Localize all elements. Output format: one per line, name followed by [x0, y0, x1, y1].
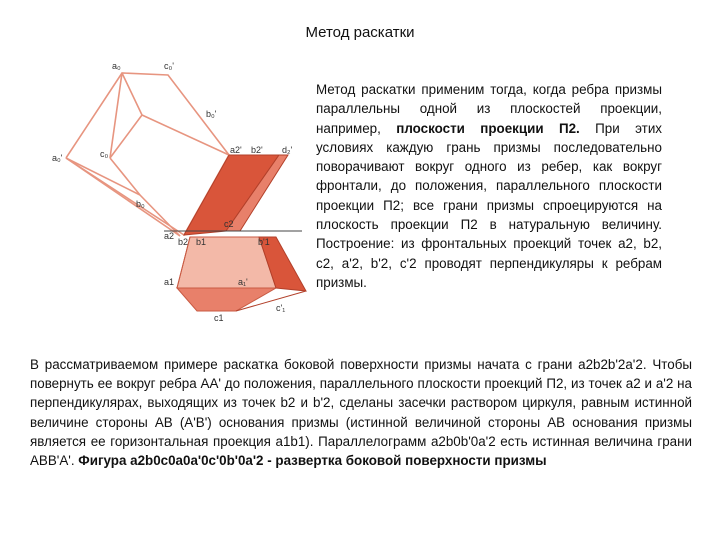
prism-top-view-bottom — [177, 288, 276, 311]
label-a1p: a₁' — [238, 277, 248, 287]
right-paragraph-rest: При этих условиях каждую грань призмы последовательно поворачивают вокруг одного из ребер, как вокруг фронтали, до положения, параллельного плоскости проекции П2; все грани призмы спроецируются на плоскость проекции П2 в натуральную величину. Построение: из фронтальных проекций точек a2, b2, c2, a'2, b'2, c'2 проводят перпендикуляры к ребрам призмы. — [316, 120, 662, 290]
label-b2: b2 — [178, 237, 189, 247]
label-c1p: c'₁ — [276, 303, 286, 313]
label-a0: a₀ — [112, 61, 121, 71]
page-title: Метод раскатки — [305, 24, 415, 41]
label-c1: c1 — [214, 313, 224, 323]
outline-inner-3 — [110, 158, 180, 236]
outline-mid — [66, 158, 180, 236]
label-a1: a1 — [164, 277, 175, 287]
right-paragraph-start: Метод раскатки применим тогда, когда ребра призмы параллельны одной из плоскостей проекции, например, — [316, 82, 662, 136]
label-d2p: d₂' — [282, 145, 293, 155]
label-b1p: b'1 — [258, 237, 270, 247]
label-a0p: a₀' — [52, 153, 63, 163]
right-paragraph — [316, 80, 662, 292]
label-c0p: c₀' — [164, 61, 174, 71]
bottom-paragraph — [30, 355, 692, 470]
bottom-paragraph-bold: Фигура a2b0c0a0a'0c'0b'0a'2 - развертка боковой поверхности призмы — [78, 453, 547, 469]
prism-development-figure — [44, 55, 314, 325]
label-c2: c2 — [224, 219, 234, 229]
label-b0p: b₀' — [206, 109, 217, 119]
label-c0: c₀ — [100, 149, 109, 159]
label-a2p: a2' — [230, 145, 242, 155]
right-paragraph-bold: плоскости проекции П2. — [396, 120, 580, 136]
label-b0: b₀ — [136, 199, 145, 209]
bottom-paragraph-text: В рассматриваемом примере раскатка боковой поверхности призмы начата с грани a2b2b'2a'2. Чтобы повернуть ее вокруг ребра AA' до положения, параллельного плоскости проекций П2, из точек a2 и a'2 на перпендикулярах, выходящих из точек b2 и b'2, сделаны засечки раствором циркуля, равным истинной величине стороны AB (A'B') основания призмы (истинной величиной стороны AB основания призмы является ее горизонтальная проекция a1b1). Параллелограмм a2b0b'0a'2 есть истинная величина грани ABB'A'. — [30, 357, 692, 469]
label-b1: b1 — [196, 237, 207, 247]
label-b2p: b2' — [251, 145, 263, 155]
outline-inner-4 — [66, 158, 140, 195]
prism-drawing — [44, 55, 314, 325]
label-a2: a2 — [164, 231, 175, 241]
